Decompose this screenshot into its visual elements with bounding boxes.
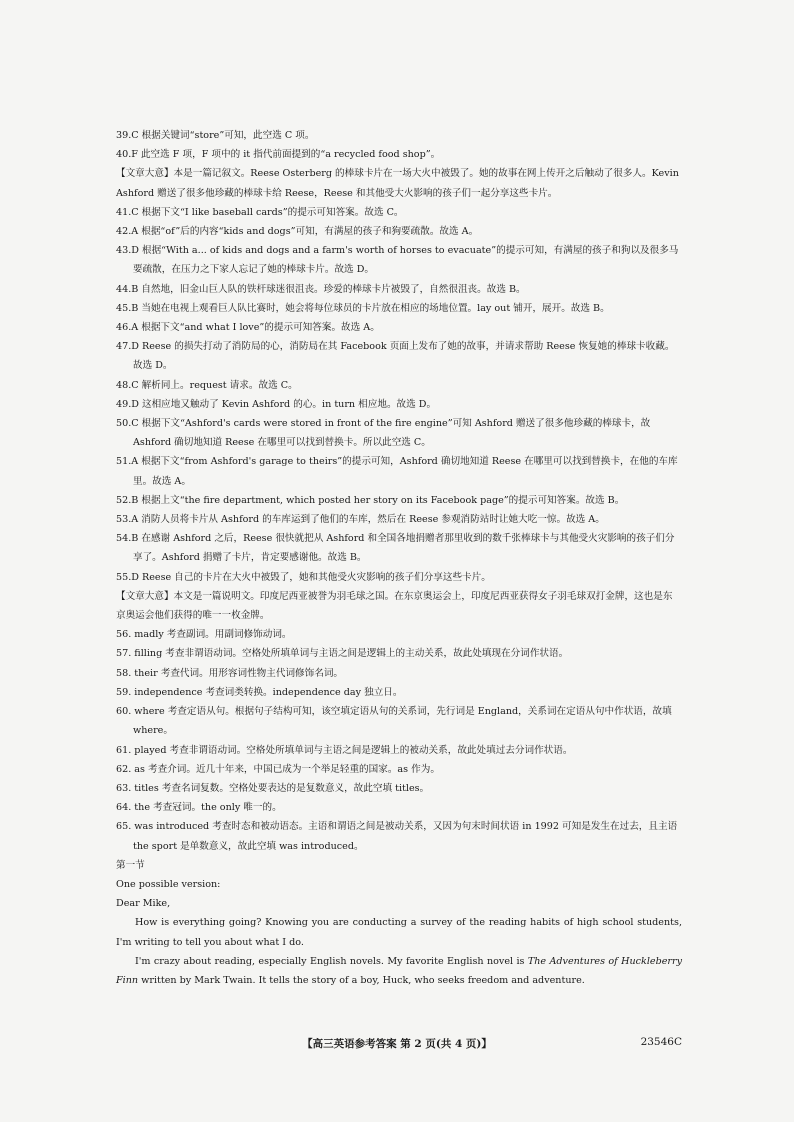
answer-item bbox=[116, 241, 682, 279]
answer-item bbox=[116, 644, 682, 663]
answer-item bbox=[116, 491, 682, 510]
answer-item bbox=[116, 337, 682, 375]
answers-41-55 bbox=[116, 203, 682, 587]
summary-article-2: 【文章大意】本文是一篇说明文。印度尼西亚被誉为羽毛球之国。在东京奥运会上，印度尼西亚获得女子羽毛球双打金牌，这也是东京奥运会他们获得的唯一一枚金牌。 bbox=[116, 590, 673, 622]
answer-item bbox=[116, 414, 682, 452]
answer-text: 44.B 自然地，旧金山巨人队的铁杆球迷很沮丧。珍爱的棒球卡片被毁了，自然很沮丧。故选 B。 bbox=[116, 283, 526, 295]
answer-item bbox=[116, 683, 682, 702]
answer-item bbox=[116, 222, 682, 241]
answer-text: 65. was introduced 考查时态和被动语态。主语和谓语之间是被动关系，又因为句末时间状语 in 1992 可知是发生在过去，且主语 the sport 是单数意义，故此空填 was introduced。 bbox=[116, 821, 678, 852]
answer-text: 51.A 根据下文“from Ashford's garage to theirs”的提示可知，Ashford 确切地知道 Reese 在哪里可以找到替换卡，在他的车库里。故选 A。 bbox=[116, 456, 678, 487]
answer-item bbox=[116, 452, 682, 490]
answer-item bbox=[116, 318, 682, 337]
answer-text: 48.C 解析同上。request 请求。故选 C。 bbox=[116, 379, 298, 391]
version-label: One possible version: bbox=[116, 878, 221, 890]
answer-text: 41.C 根据下文“I like baseball cards”的提示可知答案。故选 C。 bbox=[116, 206, 404, 218]
answer-item bbox=[116, 376, 682, 395]
letter-paragraph-2 bbox=[116, 952, 682, 990]
answer-item bbox=[116, 280, 682, 299]
answer-item bbox=[116, 760, 682, 779]
answer-text: 56. madly 考查副词。用副词修饰动词。 bbox=[116, 629, 292, 641]
answer-item bbox=[116, 779, 682, 798]
section-title: 第一节 bbox=[116, 859, 145, 871]
answer-text: 54.B 在感谢 Ashford 之后，Reese 很快就把从 Ashford 和全国各地捐赠者那里收到的数千张棒球卡与其他受火灾影响的孩子们分享了。Ashford 捐赠了卡片，肯定要感谢他。故选 B。 bbox=[116, 533, 675, 564]
answer-item bbox=[116, 741, 682, 760]
answer-item bbox=[116, 395, 682, 414]
answer-item bbox=[116, 529, 682, 567]
letter-greeting: Dear Mike, bbox=[116, 898, 171, 910]
answer-text: 53.A 消防人员将卡片从 Ashford 的车库运到了他们的车库，然后在 Reese 参观消防站时让她大吃一惊。故选 A。 bbox=[116, 514, 605, 526]
answer-text: 64. the 考查冠词。the only 唯一的。 bbox=[116, 802, 282, 814]
answer-text: 49.D 这相应地又触动了 Kevin Ashford 的心。in turn 相应地。故选 D。 bbox=[116, 398, 437, 410]
answers-39-40 bbox=[116, 126, 682, 164]
answer-item bbox=[116, 798, 682, 817]
answer-content bbox=[116, 126, 682, 990]
answer-text: 60. where 考查定语从句。根据句子结构可知，该空填定语从句的关系词，先行词是 England，关系词在定语从句中作状语，故填 where。 bbox=[116, 706, 672, 737]
answer-text: 57. filling 考查非谓语动词。空格处所填单词与主语之间是逻辑上的主动关系，故此处填现在分词作状语。 bbox=[116, 648, 569, 660]
answer-item bbox=[116, 126, 682, 145]
answer-text: 43.D 根据“With a... of kids and dogs and a farm's worth of horses to evacuate”的提示可知，有满屋的孩子和狗以及很多马要疏散，在压力之下家人忘记了她的棒球卡片。故选 D。 bbox=[116, 245, 679, 276]
letter-paragraph-1: How is everything going? Knowing you are conducting a survey of the reading habits of high school students, I'm writing to tell you about what I do. bbox=[116, 917, 682, 948]
answer-text: 62. as 考查介词。近几十年来，中国已成为一个举足轻重的国家。as 作为。 bbox=[116, 763, 440, 775]
answer-text: 63. titles 考查名词复数。空格处要表达的是复数意义，故此空填 titles。 bbox=[116, 782, 430, 794]
summary-article-1: 【文章大意】本是一篇记叙文。Reese Osterberg 的棒球卡片在一场大火中被毁了。她的故事在网上传开之后触动了很多人。Kevin Ashford 赠送了很多他珍藏的棒球卡给 Reese，Reese 和其他受大火影响的孩子们一起分享这些卡片。 bbox=[116, 168, 679, 199]
answers-56-65 bbox=[116, 625, 682, 855]
answer-item bbox=[116, 568, 682, 587]
answer-item bbox=[116, 817, 682, 855]
answer-item bbox=[116, 299, 682, 318]
footer-code: 23546C bbox=[640, 1036, 682, 1048]
answer-item bbox=[116, 625, 682, 644]
answer-item bbox=[116, 510, 682, 529]
answer-text: 61. played 考查非谓语动词。空格处所填单词与主语之间是逻辑上的被动关系，故此处填过去分词作状语。 bbox=[116, 744, 573, 756]
page-footer bbox=[0, 1036, 794, 1056]
answer-text: 58. their 考查代词。用形容词性物主代词修饰名词。 bbox=[116, 667, 344, 679]
answer-item bbox=[116, 203, 682, 222]
answer-text: 45.B 当她在电视上观看巨人队比赛时，她会将每位球员的卡片放在相应的场地位置。lay out 铺开，展开。故选 B。 bbox=[116, 302, 610, 314]
answer-text: 55.D Reese 自己的卡片在大火中被毁了，她和其他受火灾影响的孩子们分享这些卡片。 bbox=[116, 571, 491, 583]
letter-paragraph-2-start: I'm crazy about reading, especially English novels. My favorite English novel is bbox=[135, 955, 528, 967]
answer-item bbox=[116, 702, 682, 740]
answer-text: 47.D Reese 的损失打动了消防局的心，消防局在其 Facebook 页面上发布了她的故事，并请求帮助 Reese 恢复她的棒球卡收藏。故选 D。 bbox=[116, 341, 675, 372]
answer-text: 50.C 根据下文“Ashford's cards were stored in front of the fire engine”可知 Ashford 赠送了很多他珍藏的棒球卡，故 Ashford 确切地知道 Reese 在哪里可以找到替换卡。所以此空选 C。 bbox=[116, 418, 651, 449]
footer-title: 【高三英语参考答案 第 2 页(共 4 页)】 bbox=[302, 1038, 492, 1050]
answer-text: 59. independence 考查词类转换。independence day 独立日。 bbox=[116, 686, 403, 698]
answer-text: 40.F 此空选 F 项，F 项中的 it 指代前面提到的“a recycled food shop”。 bbox=[116, 149, 441, 161]
answer-text: 42.A 根据“of”后的内容“kids and dogs”可知，有满屋的孩子和狗要疏散。故选 A。 bbox=[116, 226, 479, 238]
answer-item bbox=[116, 145, 682, 164]
novel-title: The Adventures of Huckleberry Finn bbox=[116, 955, 683, 986]
answer-item bbox=[116, 664, 682, 683]
answer-text: 52.B 根据上文“the fire department, which posted her story on its Facebook page”的提示可知答案。故选 B。 bbox=[116, 494, 625, 506]
answer-text: 46.A 根据下文“and what I love”的提示可知答案。故选 A。 bbox=[116, 322, 380, 334]
letter-paragraph-2-end: written by Mark Twain. It tells the story of a boy, Huck, who seeks freedom and adventure. bbox=[138, 974, 585, 986]
answer-text: 39.C 根据关键词“store”可知，此空选 C 项。 bbox=[116, 130, 315, 141]
